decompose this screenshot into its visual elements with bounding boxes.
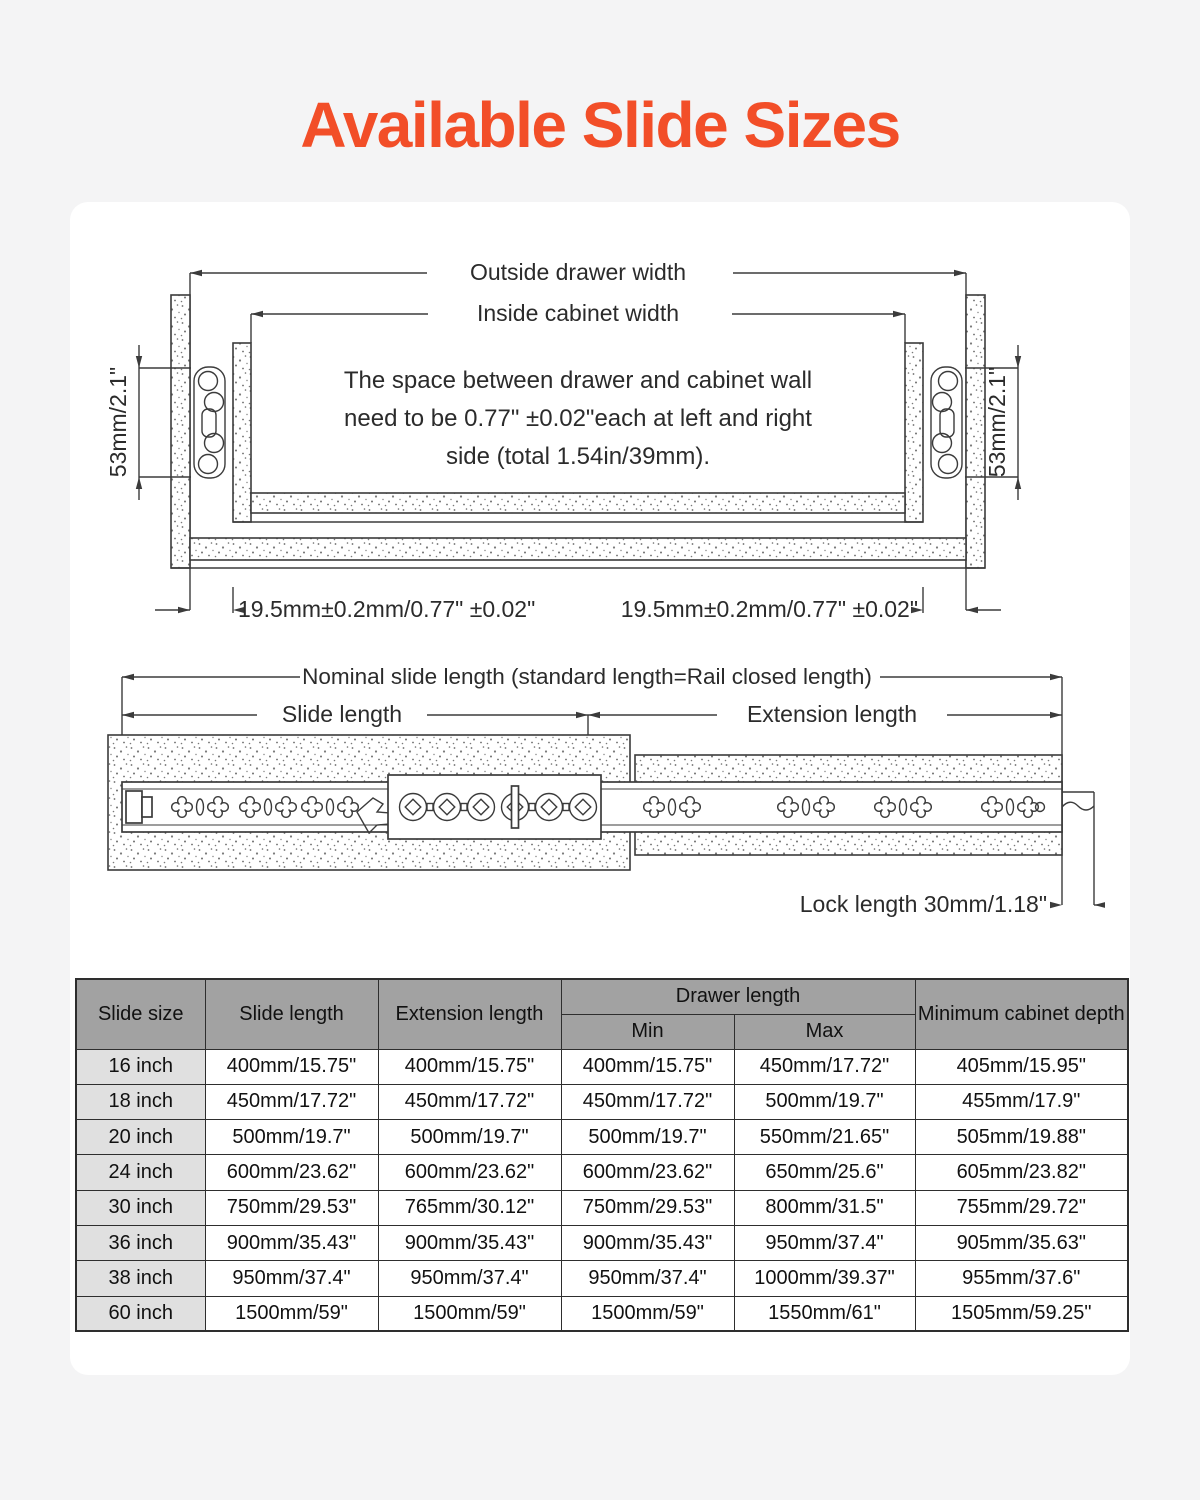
slide-length-label: Slide length xyxy=(281,701,403,727)
cell-drawer-min: 600mm/23.62" xyxy=(561,1155,734,1190)
cell-slide-length: 950mm/37.4" xyxy=(205,1261,378,1296)
cell-min-depth: 755mm/29.72" xyxy=(915,1190,1128,1225)
cell-drawer-max: 800mm/31.5" xyxy=(734,1190,915,1225)
drawer-bottom-panel xyxy=(251,493,905,513)
header-extension-length: Extension length xyxy=(378,979,561,1049)
table-header xyxy=(76,979,1128,1049)
cell-extension-length: 500mm/19.7" xyxy=(378,1120,561,1155)
table-row xyxy=(76,1190,1128,1225)
cell-drawer-min: 750mm/29.53" xyxy=(561,1190,734,1225)
cell-extension-length: 900mm/35.43" xyxy=(378,1225,561,1260)
nominal-length-label: Nominal slide length (standard length=Rail closed length) xyxy=(302,664,872,689)
cabinet-wall-left xyxy=(171,295,190,568)
header-slide-length: Slide length xyxy=(205,979,378,1049)
cell-slide-length: 450mm/17.72" xyxy=(205,1084,378,1119)
clearance-note xyxy=(344,367,812,470)
cell-slide-length: 1500mm/59" xyxy=(205,1296,378,1331)
cell-extension-length: 765mm/30.12" xyxy=(378,1190,561,1225)
cell-size: 20 inch xyxy=(76,1120,205,1155)
cell-extension-length: 450mm/17.72" xyxy=(378,1084,561,1119)
cell-slide-length: 600mm/23.62" xyxy=(205,1155,378,1190)
slide-length-dimension xyxy=(122,701,588,727)
lock-length-label: Lock length 30mm/1.18" xyxy=(799,891,1047,917)
side-gap-label-right: 19.5mm±0.2mm/0.77" ±0.02" xyxy=(620,596,918,622)
header-slide-size: Slide size xyxy=(76,979,205,1049)
cell-slide-length: 750mm/29.53" xyxy=(205,1190,378,1225)
cell-drawer-max: 950mm/37.4" xyxy=(734,1225,915,1260)
table-row xyxy=(76,1261,1128,1296)
slide-size-table xyxy=(75,978,1129,1332)
cell-drawer-min: 950mm/37.4" xyxy=(561,1261,734,1296)
slide-rail-drawing xyxy=(122,775,1062,839)
slide-cross-section-right xyxy=(931,367,962,478)
cell-drawer-min: 500mm/19.7" xyxy=(561,1120,734,1155)
cell-min-depth: 405mm/15.95" xyxy=(915,1049,1128,1084)
cell-size: 16 inch xyxy=(76,1049,205,1084)
cell-size: 30 inch xyxy=(76,1190,205,1225)
outside-drawer-width-label: Outside drawer width xyxy=(469,259,687,285)
header-drawer-min: Min xyxy=(561,1014,734,1049)
cell-size: 60 inch xyxy=(76,1296,205,1331)
rail-middle-member xyxy=(388,775,601,839)
cell-drawer-min: 1500mm/59" xyxy=(561,1296,734,1331)
table-row xyxy=(76,1084,1128,1119)
cell-drawer-max: 450mm/17.72" xyxy=(734,1049,915,1084)
cell-size: 36 inch xyxy=(76,1225,205,1260)
header-min-cabinet-depth: Minimum cabinet depth xyxy=(915,979,1128,1049)
table-row xyxy=(76,1225,1128,1260)
cell-drawer-max: 1000mm/39.37" xyxy=(734,1261,915,1296)
cell-size: 18 inch xyxy=(76,1084,205,1119)
cell-drawer-max: 650mm/25.6" xyxy=(734,1155,915,1190)
cell-slide-length: 500mm/19.7" xyxy=(205,1120,378,1155)
cell-min-depth: 505mm/19.88" xyxy=(915,1120,1128,1155)
cabinet-bottom-panel xyxy=(190,538,966,560)
drawer-wall-left xyxy=(233,343,251,522)
header-drawer-max: Max xyxy=(734,1014,915,1049)
cell-drawer-max: 1550mm/61" xyxy=(734,1296,915,1331)
content-card xyxy=(70,202,1130,1375)
cell-size: 38 inch xyxy=(76,1261,205,1296)
slide-height-label-left: 53mm/2.1" xyxy=(105,366,131,478)
cell-min-depth: 455mm/17.9" xyxy=(915,1084,1128,1119)
table-row xyxy=(76,1155,1128,1190)
table-row xyxy=(76,1049,1128,1084)
side-gap-dimension-left xyxy=(155,587,535,622)
cell-drawer-max: 550mm/21.65" xyxy=(734,1120,915,1155)
inside-cabinet-width-label: Inside cabinet width xyxy=(476,300,680,326)
cell-size: 24 inch xyxy=(76,1155,205,1190)
cell-drawer-min: 400mm/15.75" xyxy=(561,1049,734,1084)
clearance-note-line3: side (total 1.54in/39mm). xyxy=(445,443,711,470)
slide-dimension-diagrams xyxy=(95,235,1105,960)
table-row xyxy=(76,1296,1128,1331)
slide-height-label-right: 53mm/2.1" xyxy=(984,366,1010,478)
cell-slide-length: 900mm/35.43" xyxy=(205,1225,378,1260)
table-row xyxy=(76,1120,1128,1155)
cabinet-wall-right xyxy=(966,295,985,568)
cell-slide-length: 400mm/15.75" xyxy=(205,1049,378,1084)
cell-min-depth: 905mm/35.63" xyxy=(915,1225,1128,1260)
clearance-note-line2: need to be 0.77" ±0.02"each at left and right xyxy=(344,405,812,432)
header-drawer-length: Drawer length xyxy=(561,979,915,1014)
slide-cross-section-left xyxy=(194,367,225,478)
cell-drawer-min: 900mm/35.43" xyxy=(561,1225,734,1260)
clearance-note-line1: The space between drawer and cabinet wall xyxy=(343,367,813,394)
page-title: Available Slide Sizes xyxy=(300,89,900,161)
cell-extension-length: 400mm/15.75" xyxy=(378,1049,561,1084)
cell-min-depth: 1505mm/59.25" xyxy=(915,1296,1128,1331)
side-gap-label-left: 19.5mm±0.2mm/0.77" ±0.02" xyxy=(238,596,536,622)
cell-extension-length: 950mm/37.4" xyxy=(378,1261,561,1296)
cell-drawer-min: 450mm/17.72" xyxy=(561,1084,734,1119)
break-line xyxy=(1062,802,1094,810)
cell-min-depth: 605mm/23.82" xyxy=(915,1155,1128,1190)
cell-min-depth: 955mm/37.6" xyxy=(915,1261,1128,1296)
cell-drawer-max: 500mm/19.7" xyxy=(734,1084,915,1119)
drawer-wall-right xyxy=(905,343,923,522)
side-gap-dimension-right xyxy=(621,587,1001,622)
cell-extension-length: 1500mm/59" xyxy=(378,1296,561,1331)
extension-length-label: Extension length xyxy=(746,701,918,727)
inside-cabinet-width-dimension xyxy=(251,300,905,343)
cell-extension-length: 600mm/23.62" xyxy=(378,1155,561,1190)
